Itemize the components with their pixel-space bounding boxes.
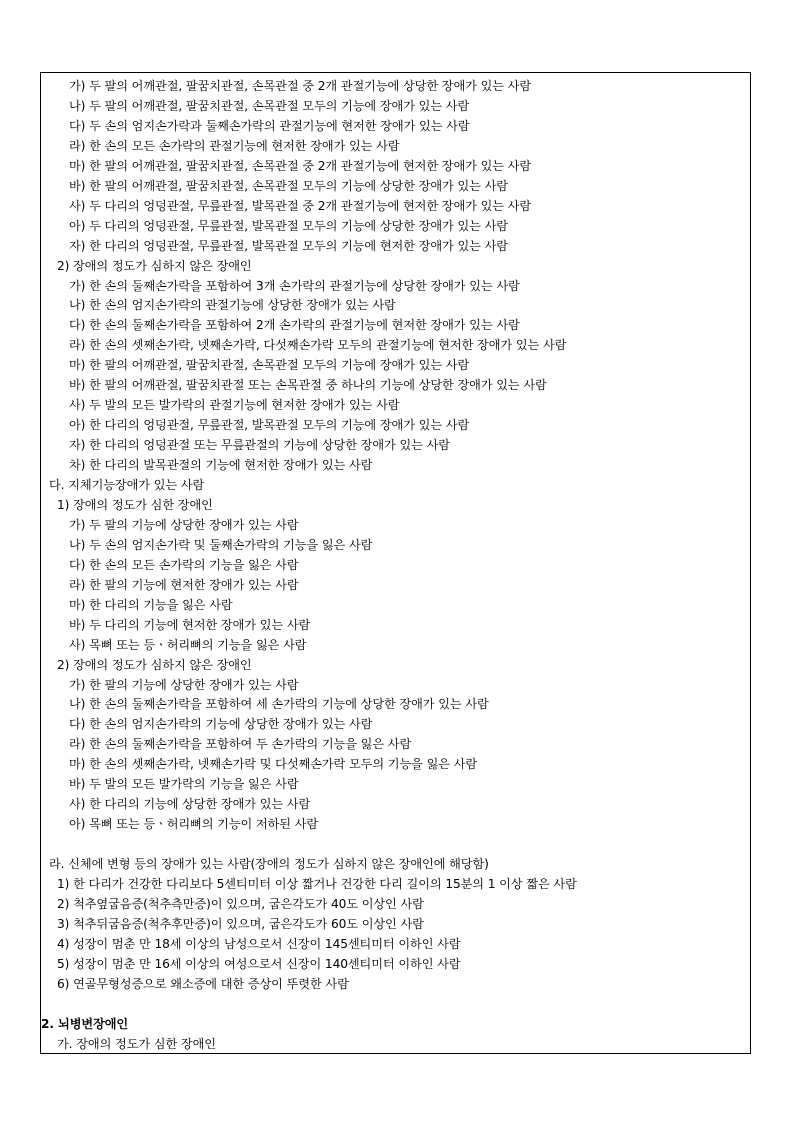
list-item: 마) 한 팔의 어깨관절, 팔꿈치관절, 손목관절 모두의 기능에 장애가 있는 사람	[69, 358, 470, 373]
document-body	[41, 73, 750, 1053]
list-item: 5) 성장이 멈춘 만 16세 이상의 여성으로서 신장이 140센티미터 이하인 사람	[57, 956, 461, 971]
list-item: 사) 한 다리의 기능에 상당한 장애가 있는 사람	[69, 797, 311, 812]
list-item: 가) 한 팔의 기능에 상당한 장애가 있는 사람	[69, 677, 299, 692]
list-item: 다) 한 손의 엄지손가락의 기능에 상당한 장애가 있는 사람	[69, 717, 373, 732]
list-item: 다) 두 손의 엄지손가락과 둘째손가락의 관절기능에 현저한 장애가 있는 사람	[69, 118, 470, 133]
list-item: 가) 한 손의 둘째손가락을 포함하여 3개 손가락의 관절기능에 상당한 장애가 있는 사람	[69, 278, 520, 293]
list-item: 나) 한 손의 둘째손가락을 포함하여 세 손가락의 기능에 상당한 장애가 있는 사람	[69, 697, 489, 712]
document-frame	[40, 72, 751, 1054]
list-item: 아) 목뼈 또는 등ㆍ허리뼈의 기능이 저하된 사람	[69, 817, 319, 832]
list-item: 2) 척추옆굽음증(척추측만증)이 있으며, 굽은각도가 40도 이상인 사람	[57, 896, 424, 911]
list-item: 바) 한 팔의 어깨관절, 팔꿈치관절, 손목관절 모두의 기능에 상당한 장애가 있는 사람	[69, 178, 508, 193]
list-item: 마) 한 팔의 어깨관절, 팔꿈치관절, 손목관절 중 2개 관절기능에 현저한 장애가 있는 사람	[69, 158, 532, 173]
list-item: 6) 연골무형성증으로 왜소증에 대한 증상이 뚜렷한 사람	[57, 976, 349, 991]
list-item: 나) 두 손의 엄지손가락 및 둘째손가락의 기능을 잃은 사람	[69, 537, 373, 552]
list-item: 나) 두 팔의 어깨관절, 팔꿈치관절, 손목관절 모두의 기능에 장애가 있는 사람	[69, 98, 470, 113]
list-item: 바) 한 팔의 어깨관절, 팔꿈치관절 또는 손목관절 중 하나의 기능에 상당한 장애가 있는 사람	[69, 378, 547, 393]
section-heading: 2. 뇌병변장애인	[41, 1016, 129, 1031]
list-item: 가) 두 팔의 기능에 상당한 장애가 있는 사람	[69, 517, 299, 532]
list-item: 라) 한 손의 셋째손가락, 넷째손가락, 다섯째손가락 모두의 관절기능에 현저한 장애가 있는 사람	[69, 338, 567, 353]
list-item: 가. 장애의 정도가 심한 장애인	[57, 1036, 216, 1051]
list-item: 가) 두 팔의 어깨관절, 팔꿈치관절, 손목관절 중 2개 관절기능에 상당한 장애가 있는 사람	[69, 79, 532, 93]
list-item: 자) 한 다리의 엉덩관절 또는 무릎관절의 기능에 상당한 장애가 있는 사람	[69, 438, 450, 453]
list-item: 라) 한 팔의 기능에 현저한 장애가 있는 사람	[69, 577, 299, 592]
list-item: 바) 두 다리의 기능에 현저한 장애가 있는 사람	[69, 617, 311, 632]
list-item: 다) 한 손의 둘째손가락을 포함하여 2개 손가락의 관절기능에 현저한 장애가 있는 사람	[69, 318, 520, 333]
list-item: 1) 장애의 정도가 심한 장애인	[57, 497, 213, 512]
list-item: 자) 한 다리의 엉덩관절, 무릎관절, 발목관절 모두의 기능에 현저한 장애가 있는 사람	[69, 238, 508, 253]
list-item: 사) 두 다리의 엉덩관절, 무릎관절, 발목관절 중 2개 관절기능에 현저한 장애가 있는 사람	[69, 198, 532, 213]
list-item: 라. 신체에 변형 등의 장애가 있는 사람(장애의 정도가 심하지 않은 장애인에 해당함)	[49, 857, 489, 872]
list-item: 사) 목뼈 또는 등ㆍ허리뼈의 기능을 잃은 사람	[69, 637, 307, 652]
list-item: 아) 두 다리의 엉덩관절, 무릎관절, 발목관절 모두의 기능에 상당한 장애가 있는 사람	[69, 218, 508, 233]
list-item: 2) 장애의 정도가 심하지 않은 장애인	[57, 258, 252, 273]
list-item: 다. 지체기능장애가 있는 사람	[49, 478, 205, 492]
list-item: 나) 한 손의 엄지손가락의 관절기능에 상당한 장애가 있는 사람	[69, 298, 396, 313]
list-item: 라) 한 손의 모든 손가락의 관절기능에 현저한 장애가 있는 사람	[69, 138, 400, 153]
list-item: 차) 한 다리의 발목관절의 기능에 현저한 장애가 있는 사람	[69, 458, 373, 473]
list-item: 4) 성장이 멈춘 만 18세 이상의 남성으로서 신장이 145센티미터 이하인 사람	[57, 936, 461, 951]
list-item: 1) 한 다리가 건강한 다리보다 5센티미터 이상 짧거나 건강한 다리 길이의 15분의 1 이상 짧은 사람	[57, 877, 577, 891]
list-item: 아) 한 다리의 엉덩관절, 무릎관절, 발목관절 모두의 기능에 장애가 있는 사람	[69, 418, 470, 433]
list-item: 다) 한 손의 모든 손가락의 기능을 잃은 사람	[69, 557, 299, 572]
list-item: 마) 한 손의 셋째손가락, 넷째손가락 및 다섯째손가락 모두의 기능을 잃은 사람	[69, 757, 478, 772]
list-item: 마) 한 다리의 기능을 잃은 사람	[69, 597, 233, 612]
list-item: 2) 장애의 정도가 심하지 않은 장애인	[57, 657, 252, 672]
list-item: 라) 한 손의 둘째손가락을 포함하여 두 손가락의 기능을 잃은 사람	[69, 737, 412, 752]
list-item: 3) 척추뒤굽음증(척추후만증)이 있으며, 굽은각도가 60도 이상인 사람	[57, 916, 424, 931]
list-item: 사) 두 발의 모든 발가락의 관절기능에 현저한 장애가 있는 사람	[69, 398, 400, 413]
list-item: 바) 두 발의 모든 발가락의 기능을 잃은 사람	[69, 777, 299, 792]
